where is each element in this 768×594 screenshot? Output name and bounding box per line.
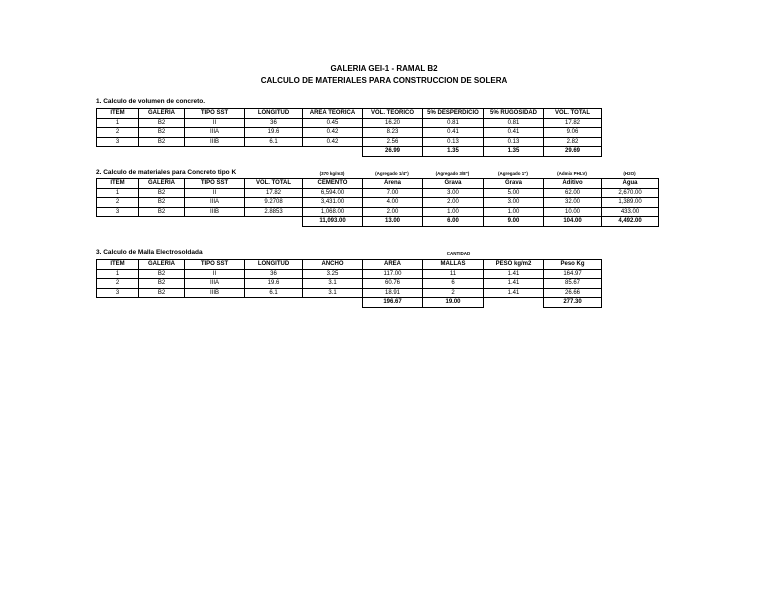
table-cell: B2 [139, 279, 185, 289]
table-cell: 32.00 [544, 198, 602, 208]
table-cell: 164.97 [544, 269, 602, 279]
table-cell: 3.1 [303, 288, 363, 298]
table-row [97, 137, 602, 147]
table-cell: IIIA [185, 198, 245, 208]
table-cell: IIIB [185, 207, 245, 217]
column-header: CEMENTO [303, 179, 363, 189]
table-cell: 2 [97, 279, 139, 289]
section1-title: 1. Calculo de volumen de concreto. [96, 98, 206, 105]
table-cell: 1 [97, 269, 139, 279]
table-cell: 0.45 [303, 118, 363, 128]
table-cell: B2 [139, 118, 185, 128]
blank-cell [245, 217, 303, 227]
column-header: Grava [484, 179, 544, 189]
table-cell: 0.81 [423, 118, 484, 128]
blank-cell [97, 298, 139, 308]
table-cell: 0.81 [484, 118, 544, 128]
quantity-note: CANTIDAD [446, 251, 471, 256]
table-cell: 2,670.00 [602, 188, 659, 198]
column-header: 5% DESPERDICIO [423, 109, 484, 119]
unit-note: (H2O) [623, 171, 636, 176]
table-cell: 6.1 [245, 137, 303, 147]
blank-cell [139, 298, 185, 308]
table-cell: 11 [423, 269, 484, 279]
table-cell: 0.41 [484, 128, 544, 138]
table-header-row [97, 179, 659, 189]
column-header: Peso Kg [544, 260, 602, 270]
table-cell: IIIA [185, 128, 245, 138]
table-row [97, 207, 659, 217]
mesh-table [96, 259, 602, 308]
table-cell: B2 [139, 288, 185, 298]
blank-cell [185, 298, 245, 308]
table-header-row [97, 260, 602, 270]
column-header: TIPO SST [185, 179, 245, 189]
column-header: LONGITUD [245, 260, 303, 270]
table-cell: 85.67 [544, 279, 602, 289]
totals-row [97, 298, 602, 308]
table-cell: 0.13 [484, 137, 544, 147]
table-cell: 60.76 [363, 279, 423, 289]
unit-note: (370 kg/m3) [319, 171, 345, 176]
table-cell: 6 [423, 279, 484, 289]
table-cell: 2.8853 [245, 207, 303, 217]
table-row [97, 269, 602, 279]
table-cell: 17.82 [544, 118, 602, 128]
blank-cell [185, 147, 245, 157]
column-header: ITEM [97, 109, 139, 119]
table-cell: 3.1 [303, 279, 363, 289]
column-header: VOL. TOTAL [245, 179, 303, 189]
column-header: Aditivo [544, 179, 602, 189]
column-header: VOL. TEORICO [363, 109, 423, 119]
table-cell: 0.41 [423, 128, 484, 138]
total-cell: 6.00 [423, 217, 484, 227]
total-cell: 4,492.00 [602, 217, 659, 227]
column-header: Arena [363, 179, 423, 189]
column-header: PESO kg/m2 [484, 260, 544, 270]
column-header: Agua [602, 179, 659, 189]
table-cell: 2 [97, 198, 139, 208]
table-cell: B2 [139, 188, 185, 198]
column-header: AREA TEORICA [303, 109, 363, 119]
table-cell: 18.91 [363, 288, 423, 298]
table-cell: B2 [139, 128, 185, 138]
table-cell: 1,068.00 [303, 207, 363, 217]
table-cell: B2 [139, 207, 185, 217]
table-cell: 3.00 [423, 188, 484, 198]
table-cell: 8.23 [363, 128, 423, 138]
table-cell: 36 [245, 269, 303, 279]
column-header: Grava [423, 179, 484, 189]
table-row [97, 198, 659, 208]
column-header: ANCHO [303, 260, 363, 270]
table-cell: B2 [139, 137, 185, 147]
table-cell: 0.42 [303, 128, 363, 138]
table-cell: 2 [423, 288, 484, 298]
table-cell: 62.00 [544, 188, 602, 198]
table-row [97, 288, 602, 298]
column-header: GALERIA [139, 260, 185, 270]
table-cell: 1 [97, 118, 139, 128]
column-header: ITEM [97, 179, 139, 189]
column-header: GALERIA [139, 179, 185, 189]
table-cell: 9.2708 [245, 198, 303, 208]
table-cell: 6,594.00 [303, 188, 363, 198]
table-cell: 36 [245, 118, 303, 128]
totals-row [97, 217, 659, 227]
blank-cell [139, 147, 185, 157]
table-cell: 3 [97, 288, 139, 298]
blank-cell [245, 298, 303, 308]
total-cell: 26.99 [363, 147, 423, 157]
table-cell: 5.00 [484, 188, 544, 198]
table-cell: 7.00 [363, 188, 423, 198]
column-header: GALERIA [139, 109, 185, 119]
column-header: AREA [363, 260, 423, 270]
total-cell: 19.00 [423, 298, 484, 308]
blank-cell [97, 147, 139, 157]
table-cell: II [185, 188, 245, 198]
total-cell: 104.00 [544, 217, 602, 227]
table-row [97, 279, 602, 289]
table-cell: 433.00 [602, 207, 659, 217]
blank-cell [303, 298, 363, 308]
table-header-row [97, 109, 602, 119]
total-cell: 13.00 [363, 217, 423, 227]
table-cell: 3.25 [303, 269, 363, 279]
table-cell: B2 [139, 198, 185, 208]
table-cell: 3,431.00 [303, 198, 363, 208]
table-cell: 1.41 [484, 279, 544, 289]
table-cell: 2.82 [544, 137, 602, 147]
table-cell: 3 [97, 137, 139, 147]
column-header: MALLAS [423, 260, 484, 270]
column-header: 5% RUGOSIDAD [484, 109, 544, 119]
table-cell: 10.00 [544, 207, 602, 217]
blank-cell [245, 147, 303, 157]
total-cell: 1.35 [484, 147, 544, 157]
table-cell: B2 [139, 269, 185, 279]
unit-note: (Agregado 1") [498, 171, 528, 176]
table-cell: 2.00 [363, 207, 423, 217]
unit-note: (Agregado 3/8") [435, 171, 470, 176]
table-cell: 1.00 [423, 207, 484, 217]
total-cell: 11,093.00 [303, 217, 363, 227]
table-row [97, 128, 602, 138]
table-cell: 19.6 [245, 279, 303, 289]
total-cell: 1.35 [423, 147, 484, 157]
blank-cell [303, 147, 363, 157]
section2-title: 2. Calculo de materiales para Concreto tipo K [96, 169, 237, 176]
table-cell: 1.41 [484, 288, 544, 298]
total-cell: 196.67 [363, 298, 423, 308]
document-title: GALERIA GEI-1 - RAMAL B2 [330, 64, 438, 73]
table-cell: 26.66 [544, 288, 602, 298]
table-cell: IIIB [185, 137, 245, 147]
table-cell: 0.13 [423, 137, 484, 147]
table-cell: 1.00 [484, 207, 544, 217]
unit-note: (Agregado 1/4") [375, 171, 409, 176]
table-row [97, 188, 659, 198]
table-cell: 2.56 [363, 137, 423, 147]
column-header: TIPO SST [185, 260, 245, 270]
table-cell: 2 [97, 128, 139, 138]
table-cell: 1.41 [484, 269, 544, 279]
blank-cell [97, 217, 139, 227]
concrete-volume-table [96, 108, 602, 157]
table-cell: 0.42 [303, 137, 363, 147]
table-cell: IIIA [185, 279, 245, 289]
column-header: VOL. TOTAL [544, 109, 602, 119]
table-cell: 2.00 [423, 198, 484, 208]
totals-row [97, 147, 602, 157]
column-header: ITEM [97, 260, 139, 270]
total-cell: 9.00 [484, 217, 544, 227]
table-cell: 1,389.00 [602, 198, 659, 208]
unit-note: (Admix PHLV) [557, 171, 587, 176]
concrete-materials-table [96, 178, 659, 227]
table-cell: II [185, 118, 245, 128]
table-cell: II [185, 269, 245, 279]
table-cell: 19.6 [245, 128, 303, 138]
table-cell: 4.00 [363, 198, 423, 208]
document-subtitle: CALCULO DE MATERIALES PARA CONSTRUCCION DE SOLERA [260, 76, 508, 85]
column-header: TIPO SST [185, 109, 245, 119]
blank-cell [185, 217, 245, 227]
table-cell: 6.1 [245, 288, 303, 298]
section3-title: 3. Calculo de Malla Electrosoldada [96, 249, 203, 256]
column-header: LONGITUD [245, 109, 303, 119]
table-cell: 16.20 [363, 118, 423, 128]
table-cell: 17.82 [245, 188, 303, 198]
table-cell: 3 [97, 207, 139, 217]
table-cell: 3.00 [484, 198, 544, 208]
table-row [97, 118, 602, 128]
table-cell: 117.00 [363, 269, 423, 279]
blank-cell [484, 298, 544, 308]
total-cell: 29.69 [544, 147, 602, 157]
total-cell: 277.30 [544, 298, 602, 308]
table-cell: 9.06 [544, 128, 602, 138]
table-cell: IIIB [185, 288, 245, 298]
table-cell: 1 [97, 188, 139, 198]
blank-cell [139, 217, 185, 227]
